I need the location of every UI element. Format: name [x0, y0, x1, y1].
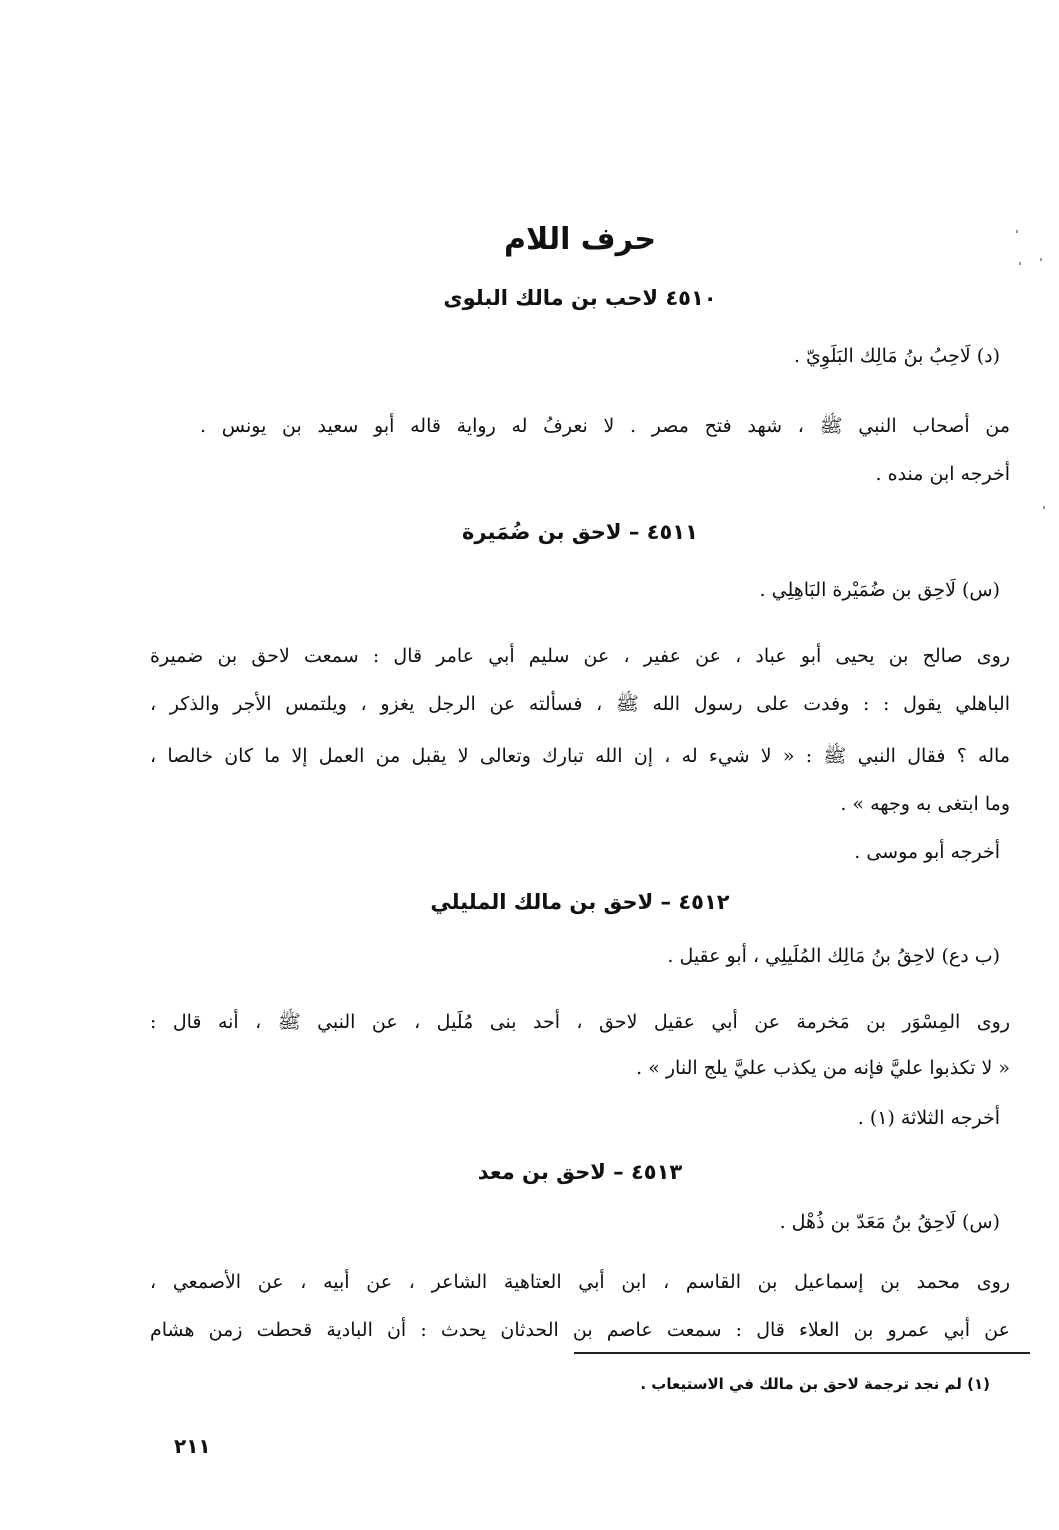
scan-speck	[1019, 262, 1021, 265]
document-page	[150, 0, 1010, 1530]
entry-line: روى محمد بن إسماعيل بن القاسم ، ابن أبي العتاهية الشاعر ، عن أبيه ، عن الأصمعي ،	[150, 1271, 1010, 1293]
scan-speck	[1040, 258, 1042, 261]
entry-line: (س) لَاحِقُ بنُ مَعَدّ بن ذُهْل .	[779, 1211, 1000, 1233]
entry-heading-4512: ٤٥١٢ – لاحق بن مالك المليلي	[430, 890, 730, 914]
entry-line: ماله ؟ فقال النبي ﷺ : « لا شيء له ، إن الله تبارك وتعالى لا يقبل من العمل إلا ما كان خالصا ،	[150, 745, 1010, 767]
entry-line: « لا تكذبوا عليَّ فإنه من يكذب عليَّ يلج النار » .	[636, 1057, 1010, 1079]
entry-line: وما ابتغى به وجهه » .	[840, 793, 1010, 815]
entry-line: الباهلي يقول : : وفدت على رسول الله ﷺ ، فسألته عن الرجل يغزو ، ويلتمس الأجر والذكر ،	[150, 693, 1010, 715]
entry-line: من أصحاب النبي ﷺ ، شهد فتح مصر . لا نعرفُ له رواية قاله أبو سعيد بن يونس .	[200, 415, 1010, 437]
entry-line: (ب دع) لاحِقُ بنُ مَالِك المُلَيلِي ، أبو عقيل .	[667, 945, 1000, 967]
scan-speck	[1016, 230, 1018, 233]
entry-line: روى المِسْوَر بن مَخرمة عن أبي عقيل لاحق ، أحد بنى مُلَيل ، عن النبي ﷺ ، أنه قال :	[150, 1011, 1010, 1033]
entry-line: أخرجه الثلاثة (١) .	[857, 1107, 1000, 1129]
chapter-title: حرف اللام	[504, 222, 656, 257]
entry-heading-4513: ٤٥١٣ – لاحق بن معد	[477, 1160, 683, 1184]
entry-line: روى صالح بن يحيى أبو عباد ، عن عفير ، عن سليم أبي عامر قال : سمعت لاحق بن ضميرة	[150, 645, 1010, 667]
footnote: (١) لم نجد ترجمة لاحق بن مالك في الاستيعاب .	[640, 1375, 990, 1393]
entry-heading-4511: ٤٥١١ – لاحق بن ضُمَيرة	[462, 520, 698, 544]
entry-line: أخرجه ابن منده .	[875, 463, 1010, 485]
entry-line: أخرجه أبو موسى .	[854, 841, 1000, 863]
page-number: ٢١١	[174, 1434, 211, 1458]
entry-line: عن أبي عمرو بن العلاء قال : سمعت عاصم بن الحدثان يحدث : أن البادية قحطت زمن هشام	[150, 1319, 1010, 1341]
entry-heading-4510: ٤٥١٠ لاحب بن مالك البلوى	[443, 286, 717, 310]
entry-line: (س) لَاحِق بن ضُمَيْرة البَاهِلِي .	[759, 579, 1000, 601]
footnote-divider	[574, 1352, 1030, 1354]
entry-line: (د) لَاحِبُ بنُ مَالِك البَلَوِيّ .	[793, 345, 1000, 367]
scan-speck	[1043, 506, 1045, 509]
